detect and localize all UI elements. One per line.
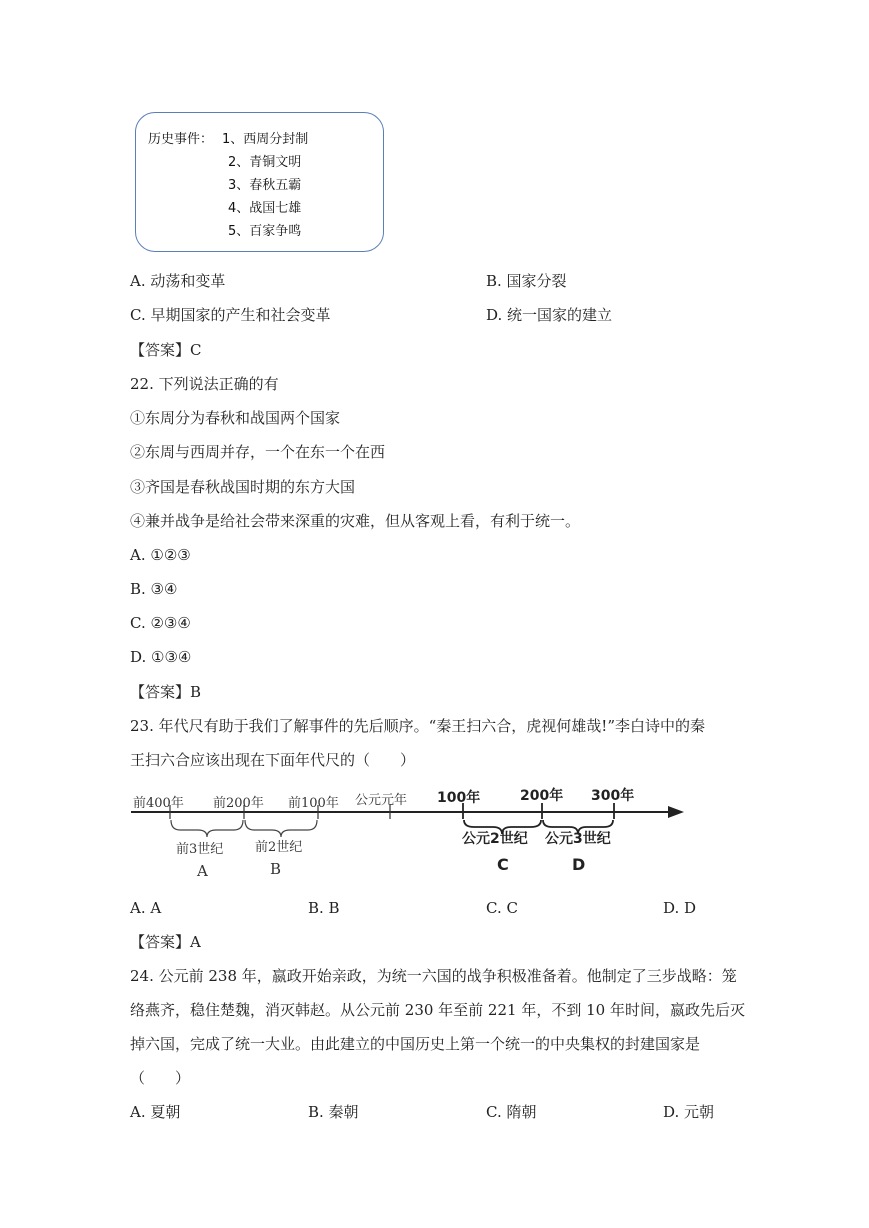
option-a: A. 夏朝	[130, 1103, 181, 1121]
bracket-label: 前2世纪	[255, 840, 303, 855]
option-b: B. 国家分裂	[486, 272, 567, 290]
events-heading: 历史事件：	[148, 132, 214, 147]
events-item: 3、春秋五霸	[228, 178, 302, 193]
bracket-label: 前3世纪	[176, 842, 224, 857]
question-stem: 22. 下列说法正确的有	[130, 375, 279, 393]
question-stem: 23. 年代尺有助于我们了解事件的先后顺序。“秦王扫六合，虎视何雄哉!”李白诗中的秦	[130, 717, 705, 735]
option-d: D. 统一国家的建立	[486, 306, 613, 324]
question-stem: 掉六国，完成了统一大业。由此建立的中国历史上第一个统一的中央集权的封建国家是	[130, 1035, 701, 1053]
option-b: B. 秦朝	[308, 1103, 359, 1121]
bracket-a	[171, 820, 243, 837]
events-item: 2、青铜文明	[228, 155, 302, 170]
bracket-label: 公元3世纪	[545, 831, 611, 847]
option-d: D. ①③④	[130, 648, 192, 666]
tick-label: 前100年	[288, 796, 339, 811]
events-item: 5、百家争鸣	[228, 224, 302, 239]
events-item: 1、西周分封制	[222, 132, 309, 147]
statement: ②东周与西周并存，一个在东一个在西	[130, 443, 386, 461]
tick-label: 200年	[520, 788, 564, 804]
answer: 【答案】C	[130, 341, 202, 359]
bracket-letter: B	[270, 860, 282, 878]
tick-label: 公元元年	[355, 793, 408, 808]
option-b: B. ③④	[130, 580, 178, 598]
bracket-b	[245, 820, 317, 837]
option-a: A. 动荡和变革	[130, 272, 226, 290]
answer: 【答案】B	[130, 683, 202, 701]
answer: 【答案】A	[130, 933, 201, 951]
question-stem: 24. 公元前 238 年，嬴政开始亲政，为统一六国的战争积极准备着。他制定了三步战略：笼	[130, 967, 737, 985]
timeline-arrowhead	[668, 806, 684, 818]
option-c: C. C	[486, 899, 518, 917]
option-c: C. 早期国家的产生和社会变革	[130, 306, 331, 324]
statement: ③齐国是春秋战国时期的东方大国	[130, 478, 356, 496]
tick-label: 前400年	[133, 796, 184, 811]
option-d: D. D	[663, 899, 697, 917]
option-d: D. 元朝	[663, 1103, 715, 1121]
tick-label: 300年	[591, 788, 635, 804]
question-stem: 络燕齐，稳住楚魏，消灭韩赵。从公元前 230 年至前 221 年，不到 10 年时间，嬴政先后灭	[130, 1001, 745, 1019]
option-c: C. ②③④	[130, 614, 191, 632]
tick-label: 前200年	[213, 796, 264, 811]
bracket-label: 公元2世纪	[462, 831, 528, 847]
option-a: A. ①②③	[130, 546, 191, 564]
statement: ①东周分为春秋和战国两个国家	[130, 409, 341, 427]
bracket-letter: A	[197, 862, 208, 880]
bracket-letter: C	[497, 855, 509, 874]
statement: ④兼并战争是给社会带来深重的灾难，但从客观上看，有利于统一。	[130, 512, 581, 530]
question-stem: （ ）	[130, 1069, 191, 1087]
option-c: C. 隋朝	[486, 1103, 537, 1121]
option-a: A. A	[130, 899, 162, 917]
tick-label: 100年	[437, 790, 481, 806]
events-item: 4、战国七雄	[228, 201, 302, 216]
option-b: B. B	[308, 899, 340, 917]
question-stem: 王扫六合应该出现在下面年代尺的（ ）	[130, 751, 416, 769]
bracket-letter: D	[572, 855, 586, 874]
